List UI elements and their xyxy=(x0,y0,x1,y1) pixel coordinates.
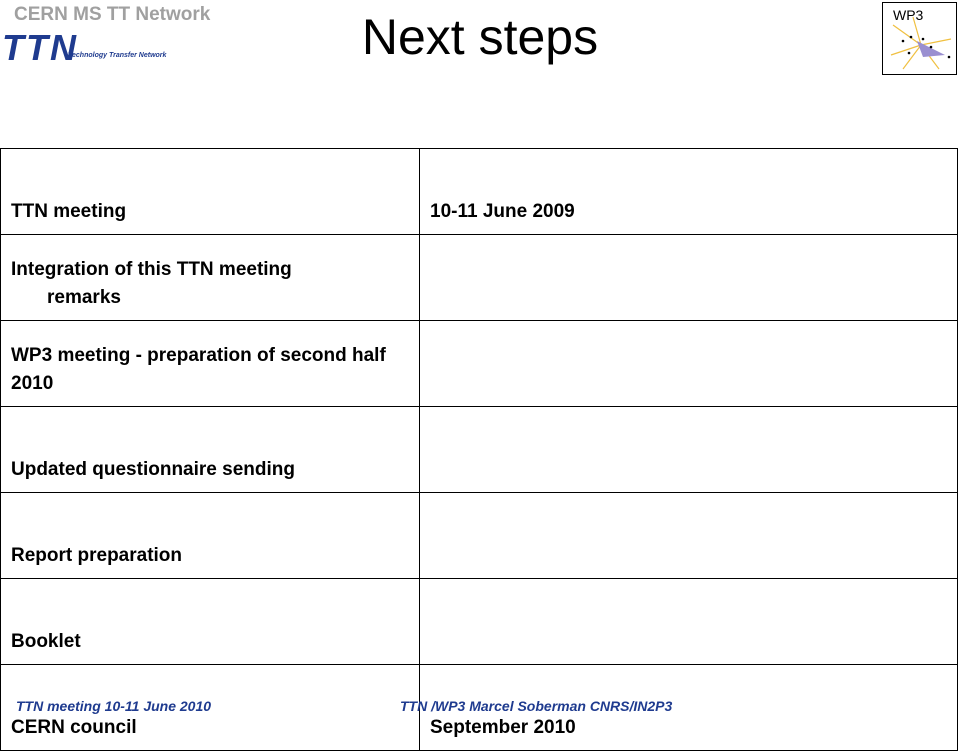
date-cell xyxy=(420,493,958,579)
header-org: CERN MS TT Network xyxy=(14,4,211,25)
ttn-logo-tagline: Technology Transfer Network xyxy=(68,52,167,59)
slide-title: Next steps xyxy=(361,9,599,65)
wp3-label: WP3 xyxy=(893,7,924,23)
date-cell: 10-11 June 2009 xyxy=(420,149,958,235)
date-cell: September 2010 xyxy=(420,665,958,751)
step-text: Integration of this TTN meeting xyxy=(11,259,292,280)
table-row xyxy=(1,235,958,321)
date-cell xyxy=(420,407,958,493)
wp3-badge xyxy=(882,2,957,75)
table-row xyxy=(1,149,958,235)
step-cell: Booklet xyxy=(1,579,420,665)
step-cell xyxy=(1,235,420,321)
step-cell: Updated questionnaire sending xyxy=(1,407,420,493)
ttn-logo-mark: TTN xyxy=(2,27,78,68)
step-text-continued: remarks xyxy=(47,287,121,308)
next-steps-table xyxy=(0,148,958,751)
date-cell xyxy=(420,321,958,407)
step-cell: TTN meeting xyxy=(1,149,420,235)
footer-left: TTN meeting 10-11 June 2010 xyxy=(16,698,212,714)
step-cell: CERN council xyxy=(1,665,420,751)
table-row xyxy=(1,493,958,579)
date-cell xyxy=(420,235,958,321)
date-cell xyxy=(420,579,958,665)
step-cell: WP3 meeting - preparation of second half 2010 xyxy=(1,321,420,407)
table-row xyxy=(1,321,958,407)
footer-right: TTN /WP3 Marcel Soberman CNRS/IN2P3 xyxy=(400,698,673,714)
table-row xyxy=(1,407,958,493)
table-row xyxy=(1,579,958,665)
step-cell: Report preparation xyxy=(1,493,420,579)
